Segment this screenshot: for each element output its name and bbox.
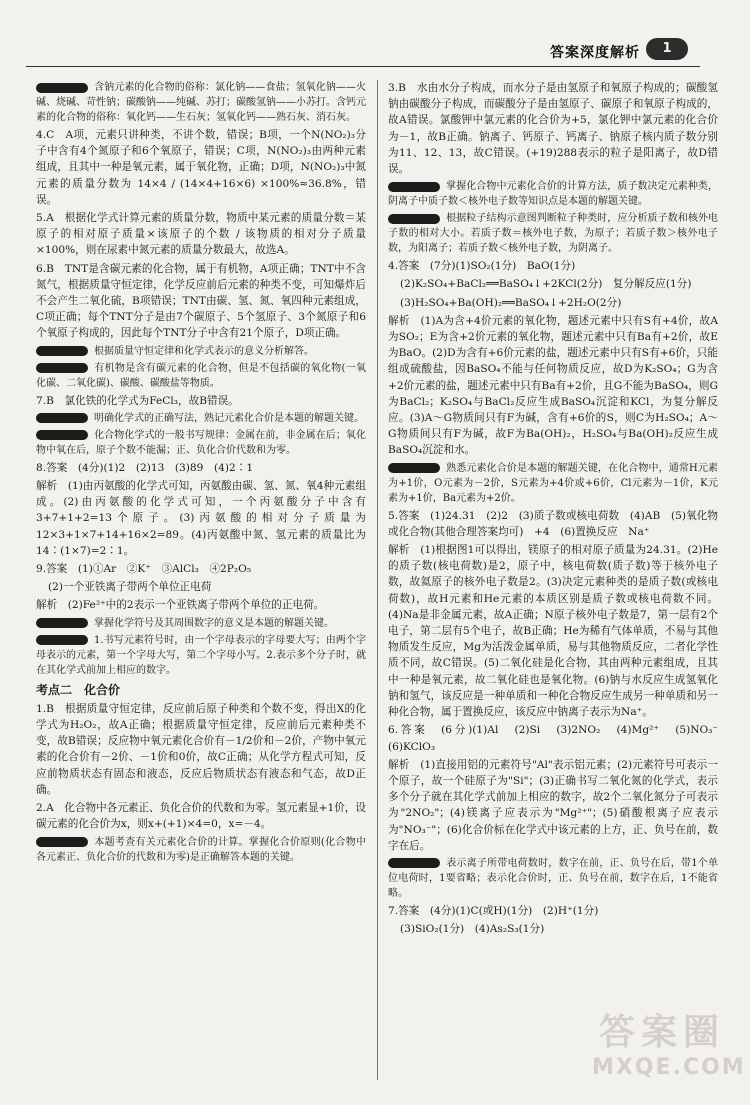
answer-paragraph [36,261,366,342]
paragraph-text: 1.书写元素符号时，由一个字母表示的字母要大写；由两个字母表示的元素，第一个字母大写，第二个字母小写。2.表示多个分子时，就在其化学式前加上相应的数字。 [36,634,366,676]
paragraph-text: 根据粒子结构示意图判断粒子种类时，应分析质子数和核外电子数的相对大小。若质子数＝核外电子数，为原子；若质子数＞核外电子数，为阳离子；若质子数＜核外电子数，为阴离子。 [388,213,718,255]
right-column [388,80,729,939]
paragraph-text: 解析 (1)A为含+4价元素的氧化物，题述元素中只有S有+4价，故A为SO₂；E为含+2价元素的氧化物，题述元素中只有Ba有+2价，故E为BaO。(2)D为含有+6价元素的盐，题述元素中只有S有+6价，只能组成硫酸盐，因BaSO₄不能与任何物质反应，故D为K₂SO₄；G为含+2价元素的盐，题述元素中只有Ba有+2价，且G不能为BaSO₄，则G为BaCl₂；K₂SO₄与BaCl₂反应生成BaSO₄沉淀和KCl，为复分解反应。(3)A～G物质间只有F为碱，含有+6价的S，则C为H₂SO₄；A～G物质间只有F为碱，故F为Ba(OH)₂，H₂SO₄与Ba(OH)₂反应生成BaSO₄沉淀和水。 [388,314,718,457]
header-title: 答案深度解析 [550,45,640,61]
tip-label-badge [36,618,88,628]
paragraph-text: 6.答案 (6分)(1)Al (2)Si (3)2NO₂ (4)Mg²⁺ (5)NO₃⁻ (6)KClO₃ [388,724,729,753]
paragraph-text: 9.答案 (1)①Ar ②K⁺ ③AlCl₃ ④2P₂O₅ [36,563,252,576]
paragraph-text: 掌握化学符号及其周围数字的意义是本题的解题关键。 [94,617,334,629]
paragraph-text: 解析 (2)Fe²⁺中的2表示一个亚铁离子带两个单位的正电荷。 [36,599,325,612]
tip-paragraph [388,856,718,901]
tip-paragraph [36,428,366,458]
paragraph-text: (3)SiO₂(1分) (4)As₂S₃(1分) [400,923,545,936]
header-rule [26,66,700,67]
answer-paragraph [36,597,366,613]
paragraph-text: 5.答案 (1)24.31 (2)2 (3)质子数或核电荷数 (4)AB (5)氧化物或化合物(其他合理答案均可) +4 (6)置换反应 Na⁺ [388,509,718,538]
watermark-line2: MXQE.COM [592,1055,746,1080]
tip-label-badge [36,83,88,93]
watermark-line1: 答案圈 [598,1012,725,1053]
watermark-logo [592,1011,746,1097]
answer-paragraph [388,313,718,459]
page-number: 1 [646,38,688,60]
tip-label-badge [36,635,88,645]
paragraph-text: 表示离子所带电荷数时，数字在前，正、负号在后，带1个单位电荷时，1要省略；表示化合价时，正、负号在前，数字在后，1不能省略。 [388,857,718,899]
paragraph-text: 解析 (1)根据图1可以得出，镁原子的相对原子质量为24.31。(2)He的质子数(核电荷数)是2，原子中，核电荷数(质子数)等于核外电子数，故氦原子的核外电子数是2。(3)决定元素种类的是质子数(或核电荷数)，故H元素和He元素的本质区别是质子数或核电荷数不同。(4)Na是非金属元素，故A正确；N原子核外电子数是7，第一层有2个电子，第二层有5个电子，故B正确；He为稀有气体单质，不易与其他物质发生反应，Mg为活泼金属单质，易与其他物质反应，二者化学性质不同，故C错误。(5)二氧化硅是化合物，其由两种元素组成，且其中一种是氧元素，故二氧化硅也是氧化物。(6)钠与水反应生成氢氧化钠和氢气，该反应是一种单质和一种化合物反应生成另一种单质和另一种化合物，属于置换反应，该反应中钠离子表示为Na⁺。 [388,544,718,719]
paragraph-text: 7.答案 (4分)(1)C(或H)(1分) (2)H⁺(1分) [388,904,599,917]
tip-paragraph [388,211,718,256]
tip-paragraph [388,179,718,209]
answer-paragraph [388,903,718,919]
tip-paragraph [36,344,366,359]
paragraph-text: (2)一个亚铁离子带两个单位正电荷 [48,581,212,594]
paragraph-text: 4.C A项，元素只讲种类，不讲个数，错误；B项，一个N(NO₂)₃分子中含有4个氮原子和6个氧原子，错误；C项，N(NO₂)₃由两种元素组成，且其中一种是氧元素，属于氧化物，正确；D项，N(NO₂)₃中氮元素的质量分数为 14×4 / (14×4+16×6) ×100%≈36.8%，错误。 [36,129,366,206]
answer-paragraph [388,258,718,274]
tip-label-badge [36,430,88,440]
tip-label-badge [36,346,88,356]
answer-paragraph [36,478,366,559]
answer-paragraph [388,80,718,177]
paragraph-text: 1.B 根据质量守恒定律，反应前后原子种类和个数不变，得出X的化学式为H₂O₂，故A正确；根据质量守恒定律，反应前后元素种类不变，故B错误；反应物中氧元素化合价有－1/2价和－2价，产物中氧元素的化合价有－2价、－1价和0价，故C正确；从化学方程式可知，反应前物质状态有固态和液态，反应后物质状态有液态和气态，故D正确。 [36,702,366,796]
left-column [36,80,366,867]
tip-label-badge [36,837,88,847]
answer-paragraph [388,722,729,754]
paragraph-text: 含钠元素的化合物的俗称：氯化钠——食盐；氢氧化钠——火碱、烧碱、苛性钠；碳酸钠——纯碱、苏打；碳酸氢钠——小苏打。含钙元素的化合物的俗称：氧化钙——生石灰；氢氧化钙——熟石灰、消石灰。 [36,82,366,123]
answer-paragraph [388,276,718,292]
paragraph-text: (2)K₂SO₄+BaCl₂══BaSO₄↓+2KCl(2分) 复分解反应(1分) [400,278,692,291]
answer-paragraph [388,508,718,540]
paragraph-text: 3.B 水由水分子构成，而水分子是由氢原子和氧原子构成的；碳酸氢钠由碳酸分子构成，而碳酸分子是由氢原子、碳原子和氧原子构成的，故A错误。氯酸钾中氯元素的化合价为+5，氯化钾中氯元素的化合价为－1，故B正确。钠离子、钙原子、钙离子、钠原子核内质子数分别为11、12、13，故C错误。(+19)288表示的粒子是阳离子，故D错误。 [388,82,718,176]
column-divider [377,80,378,1080]
answer-paragraph [36,579,366,595]
page-header [0,0,750,72]
tip-paragraph [36,361,366,391]
paragraph-text: 2.A 化合物中各元素正、负化合价的代数和为零。氢元素显+1价，设碳元素的化合价为x，则x+(+1)×4=0，x=－4。 [36,802,366,831]
paragraph-text: 本题考查有关元素化合价的计算。掌握化合价原则(化合物中各元素正、负化合价的代数和为零)是正确解答本题的关键。 [36,836,366,863]
paragraph-text: 化合物化学式的一般书写规律：金属在前，非金属在后；氧化物中氧在后，原子个数不能漏；正、负化合价代数和为零。 [36,429,366,456]
tip-paragraph [36,411,366,426]
tip-label-badge [36,413,88,423]
tip-paragraph [36,633,366,678]
paragraph-text: 5.A 根据化学式计算元素的质量分数，物质中某元素的质量分数＝某原子的相对原子质量×该原子的个数 / 该物质的相对分子质量 ×100%，则在尿素中氮元素的质量分数最大，故选A。 [36,212,366,257]
paragraph-text: 6.B TNT是含碳元素的化合物，属于有机物，A项正确；TNT中不含氮气，根据质量守恒定律，化学反应前后元素的种类不变，可知爆炸后不会产生二氧化硫，B项错误；TNT由碳、氢、氮、氧四种元素组成，C项正确；每个TNT分子是由7个碳原子、5个氢原子、3个氮原子和6个氧原子构成的，因此每个TNT分子中含有21个原子，D项正确。 [36,262,366,340]
paragraph-text: 解析 (1)由丙氨酸的化学式可知，丙氨酸由碳、氢、氮、氧4种元素组成。(2)由丙氨酸的化学式可知，一个丙氨酸分子中含有3+7+1+2=13个原子。(3)丙氨酸的相对分子质量为12×3+1×7+14+16×2=89。(4)丙氨酸中氮、氢元素的质量比为14∶(1×7)=2∶1。 [36,480,366,557]
paragraph-text: 掌握化合物中元素化合价的计算方法，质子数决定元素种类，阴离子中质子数＜核外电子数等知识点是本题的解题关键。 [388,181,718,208]
tip-label-badge [36,363,88,373]
answer-paragraph [36,460,366,476]
tip-label-badge [388,463,440,473]
answer-paragraph [388,542,718,720]
answer-paragraph [36,800,366,832]
section-title: 考点二 化合价 [36,682,121,697]
paragraph-text: 8.答案 (4分)(1)2 (2)13 (3)89 (4)2∶1 [36,461,254,474]
paragraph-text: 解析 (1)直接用铝的元素符号"Al"表示铝元素；(2)元素符号可表示一个原子，故一个硅原子为"Si"；(3)正确书写二氧化氮的化学式，表示多个分子就在其化学式前加上相应的数字，故2个二氧化氮分子可表示为"2NO₂"；(4)镁离子应表示为"Mg²⁺"；(5)硝酸根离子应表示为"NO₃⁻"；(6)化合价标在化学式中该元素的上方，正、负号在前，数字在后。 [388,758,718,852]
answer-paragraph [388,921,718,937]
tip-paragraph [36,80,366,125]
answer-paragraph [388,757,718,854]
tip-paragraph [388,461,718,506]
paragraph-text: 明确化学式的正确写法，熟记元素化合价是本题的解题关键。 [94,412,364,424]
tip-paragraph [36,616,366,631]
paragraph-text: 熟悉元素化合价是本题的解题关键，在化合物中，通常H元素为+1价，O元素为－2价，S元素为+4价或+6价，Cl元素为－1价，K元素为+1价，Ba元素为+2价。 [388,462,718,504]
tip-paragraph [36,835,366,865]
tip-label-badge [388,214,440,224]
answer-paragraph [36,210,366,259]
paragraph-text: 4.答案 (7分)(1)SO₂(1分) BaO(1分) [388,260,576,273]
answer-paragraph [36,701,366,798]
tip-label-badge [388,182,440,192]
paragraph-text: 7.B 氯化铁的化学式为FeCl₃，故B错误。 [36,394,239,407]
paragraph-text: 有机物是含有碳元素的化合物，但是不包括碳的氧化物(一氧化碳、二氧化碳)、碳酸、碳酸盐等物质。 [36,362,366,389]
answer-paragraph [388,295,718,311]
answer-paragraph [36,393,366,409]
answer-paragraph [36,561,366,577]
tip-label-badge [388,858,440,868]
paragraph-text: (3)H₂SO₄+Ba(OH)₂══BaSO₄↓+2H₂O(2分) [400,296,622,309]
paragraph-text: 根据质量守恒定律和化学式表示的意义分析解答。 [94,345,314,357]
answer-paragraph [36,127,366,208]
